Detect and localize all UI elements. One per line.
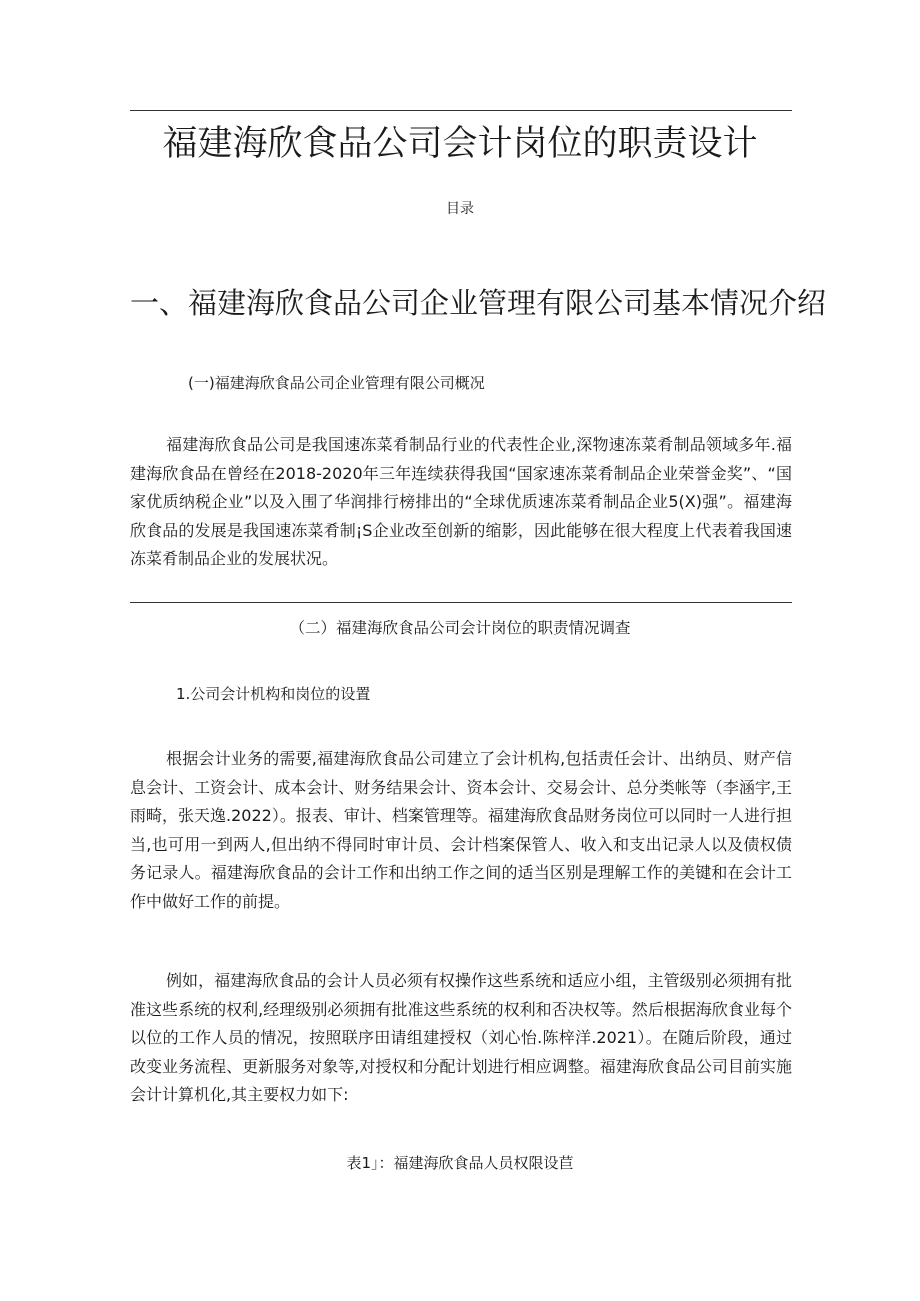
subsubsection-heading: 1.公司会计机构和岗位的设置 xyxy=(176,685,371,703)
paragraph-company-overview: 福建海欣食品公司是我国速冻菜肴制品行业的代表性企业,深物速冻菜肴制品领域多年.福建海欣食品在曾经在2018-2020年三年连续获得我国“国家速冻菜肴制品企业荣誉金奖”、“国家优质纳税企业”以及入围了华润排行榜排出的“全球优质速冻菜肴制品企业5(X)强”。福建海欣食品的发展是我国速冻菜肴制¡S企业改至创新的缩影，因此能够在很大程度上代表着我国速冻菜肴制品企业的发展状况。 xyxy=(130,435,792,568)
top-rule xyxy=(130,110,792,111)
section-divider xyxy=(130,602,792,603)
table-caption: 表1」：福建海欣食品人员权限设苣 xyxy=(346,1154,574,1172)
section-heading-1: 一、福建海欣食品公司企业管理有限公司基本情况介绍 xyxy=(130,286,827,320)
document-title: 福建海欣食品公司会计岗位的职责设计 xyxy=(162,124,758,164)
toc-label: 目录 xyxy=(446,201,474,217)
paragraph-authorization: 例如，福建海欣食品的会计人员必须有权操作这些系统和适应小组，主管级别必须拥有批准这些系统的权利,经理级别必须拥有批准这些系统的权利和否决权等。然后根据海欣食业每个以位的工作人员的情况，按照联序田请组建授权（刘心怡.陈梓洋.2021）。在随后阶段，通过改变业务流程、更新服务对象等,对授权和分配计划进行相应调整。福建海欣食品公司目前实施会计计算机化,其主要权力如下: xyxy=(130,971,792,1104)
paragraph-accounting-setup: 根据会计业务的需要,福建海欣食品公司建立了会计机构,包括责任会计、出纳员、财产信息会计、工资会计、成本会计、财务结果会计、资本会计、交易会计、总分类帐等（李涵宇,王雨畸，张天逸.2022）。报表、审计、档案管理等。福建海欣食品财务岗位可以同时一人进行担当,也可用一到两人,但出纳不得同时审计员、会计档案保管人、收入和支出记录人以及债权债务记录人。福建海欣食品的会计工作和出纳工作之间的适当区别是理解工作的美键和在会计工作中做好工作的前提。 xyxy=(130,749,792,911)
subsection-heading-1: (一)福建海欣食品公司企业管理有限公司概况 xyxy=(188,374,485,392)
subsection-heading-2: （二）福建海欣食品公司会计岗位的职责情况调查 xyxy=(289,619,631,637)
